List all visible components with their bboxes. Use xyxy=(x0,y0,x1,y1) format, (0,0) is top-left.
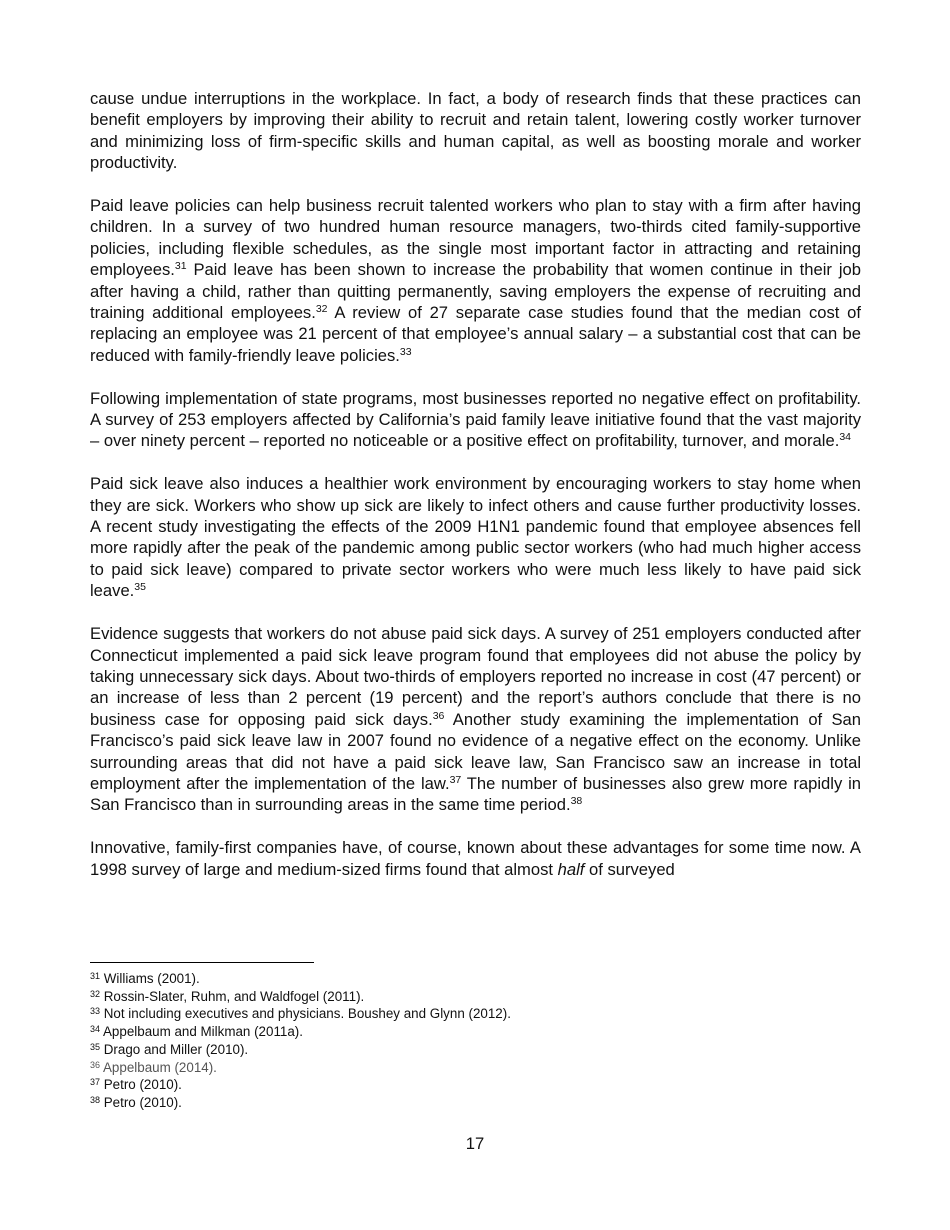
footnote-34: $^{34}$ Appelbaum and Milkman (2011a). xyxy=(90,1024,303,1040)
footnote-ref-38: 38 xyxy=(570,795,583,808)
footnote-32: $^{32}$ Rossin-Slater, Ruhm, and Waldfogel (2011). xyxy=(90,988,365,1004)
footnote-ref-34: 34 xyxy=(839,431,851,444)
footnote-38: $^{38}$ Petro (2010). xyxy=(90,1094,182,1110)
emphasis-half: half xyxy=(557,859,585,879)
footnote-ref-37: 37 xyxy=(449,773,462,786)
footnote-37: $^{37}$ Petro (2010). xyxy=(90,1077,182,1093)
footnote-ref-36: 36 xyxy=(432,709,445,722)
footnote-36: $^{36}$ Appelbaum (2014). xyxy=(90,1059,217,1075)
footnote-31: $^{31}$ Williams (2001). xyxy=(90,971,200,986)
paragraph-4: Paid sick leave also induces a healthier work environment by encouraging workers to stay home when they are sick. Workers who show up sick are likely to infect others and cause further productivity losses. A recent study investigating the effects of the 2009 H1N1 pandemic found that employee absences fell more rapidly after the peak of the pandemic among public sector workers (who had much higher access to paid sick leave) compared to private sector workers who were much less likely to have paid sick leave.$^{35}$ xyxy=(90,474,861,601)
footnote-33: $^{33}$ Not including executives and physicians. Boushey and Glynn (2012). xyxy=(90,1006,511,1022)
footnote-35: $^{35}$ Drago and Miller (2010). xyxy=(90,1041,249,1057)
paragraph-1: cause undue interruptions in the workplace. In fact, a body of research finds that these practices can benefit employers by improving their ability to recruit and retain talent, lowering costly worker turnover and minimizing loss of firm-specific skills and human capital, as well as boosting morale and worker productivity. xyxy=(90,89,861,173)
paragraph-5: Evidence suggests that workers do not abuse paid sick days. A survey of 251 employers conducted after Connecticut implemented a paid sick leave program found that employees did not abuse the policy by taking unnecessary sick days. About two-thirds of employers reported no increase in cost (47 percent) or an increase of less than 2 percent (19 percent) and the report’s authors conclude that there is no business case for opposing paid sick days.$^{36}$ Another study examining the implementation of San Francisco’s paid sick leave law in 2007 found no evidence of a negative effect on the economy. Unlike surrounding areas that did not have a paid sick leave law, San Francisco saw an increase in total employment after the implementation of the law.$^{37}$ The number of businesses also grew more rapidly in San Francisco than in surrounding areas in the same time period.$^{38}$ xyxy=(90,624,861,815)
footnote-ref-31: 31 xyxy=(174,260,187,273)
footnote-ref-35: 35 xyxy=(134,581,146,594)
footnote-ref-32: 32 xyxy=(315,303,328,316)
footnote-ref-33: 33 xyxy=(399,345,412,358)
body-text xyxy=(90,88,861,901)
footnotes xyxy=(90,970,861,1112)
paragraph-6: Innovative, family-first companies have, of course, known about these advantages for some time now. A 1998 survey of large and medium-sized firms found that almost half of surveyed xyxy=(90,838,861,879)
paragraph-2: Paid leave policies can help business recruit talented workers who plan to stay with a firm after having children. In a survey of two hundred human resource managers, two-thirds cited family-supportive policies, including flexible schedules, as the single most important factor in attracting and retaining employees.$^{31}$ Paid leave has been shown to increase the probability that women continue in their job after having a child, rather than quitting permanently, saving employers the expense of recruiting and training additional employees.$^{32}$ A review of 27 separate case studies found that the median cost of replacing an employee was 21 percent of that employee’s annual salary – a substantial cost that can be reduced with family-friendly leave policies.$^{33}$ xyxy=(90,196,861,365)
paragraph-3: Following implementation of state programs, most businesses reported no negative effect on profitability. A survey of 253 employers affected by California’s paid family leave initiative found that the vast majority – over ninety percent – reported no noticeable or a positive effect on profitability, turnover, and morale.$^{34}$ xyxy=(90,388,861,451)
footnote-separator xyxy=(90,962,314,963)
page-number: 17 xyxy=(465,1134,485,1153)
